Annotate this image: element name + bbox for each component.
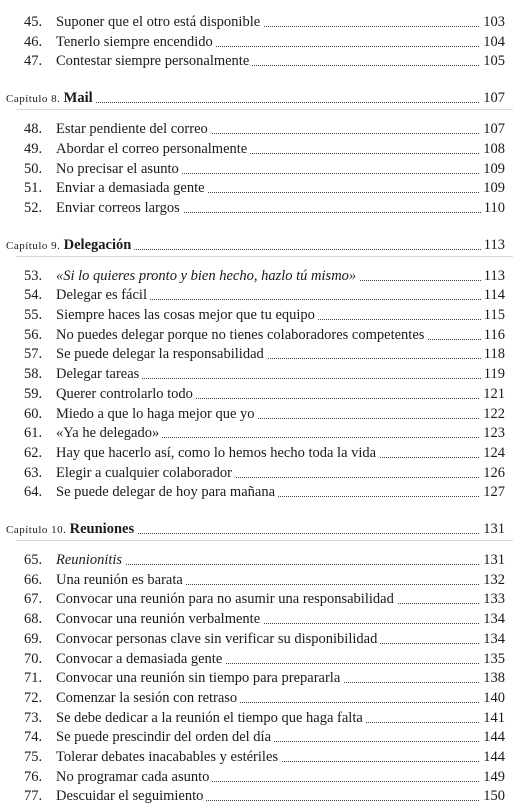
toc-entry[interactable]: [0, 404, 529, 424]
page-number: 114: [481, 285, 505, 305]
toc-entry[interactable]: [0, 708, 529, 728]
page-number: 115: [481, 305, 505, 325]
toc-entry[interactable]: [0, 198, 529, 218]
chapter-label: [6, 235, 134, 256]
toc-entry[interactable]: [0, 649, 529, 669]
page-number: 109: [480, 178, 505, 198]
toc-entry[interactable]: [0, 178, 529, 198]
toc-entry[interactable]: [0, 747, 529, 767]
page-number: 107: [480, 119, 505, 139]
page-number: 105: [480, 51, 505, 71]
entry-number: 76.: [24, 768, 43, 785]
page-number: 103: [480, 12, 505, 32]
entry-title: Hay que hacerlo así, como lo hemos hecho toda la vida: [56, 443, 379, 463]
entry-title: Enviar a demasiada gente: [56, 178, 208, 198]
entry-number: 52.: [24, 199, 43, 216]
entry-number: 61.: [24, 425, 43, 442]
entry-title: Se puede prescindir del orden del día: [56, 727, 274, 747]
page-number: 104: [480, 32, 505, 52]
toc-entry[interactable]: [0, 589, 529, 609]
toc-entry[interactable]: [0, 443, 529, 463]
entry-number: 73.: [24, 709, 43, 726]
entry-title: Convocar a demasiada gente: [56, 649, 225, 669]
page-number: 140: [480, 688, 505, 708]
entry-title: Convocar una reunión para no asumir una responsabilidad: [56, 589, 397, 609]
chapter-heading: [0, 235, 529, 255]
entry-number: 63.: [24, 464, 43, 481]
chapter-number: Capítulo 9.: [6, 239, 64, 252]
entry-title: Se debe dedicar a la reunión el tiempo que haga falta: [56, 708, 366, 728]
entry-number: 67.: [24, 591, 43, 608]
entry-number: 51.: [24, 180, 43, 197]
toc-entry[interactable]: [0, 570, 529, 590]
entry-title: Contestar siempre personalmente: [56, 51, 252, 71]
entry-title: Tolerar debates inacabables y estériles: [56, 747, 281, 767]
toc-entry[interactable]: [0, 668, 529, 688]
page-number: 138: [480, 668, 505, 688]
entry-number: 49.: [24, 140, 43, 157]
toc-entry[interactable]: [0, 482, 529, 502]
chapter-heading: [0, 519, 529, 539]
chapter-heading: [0, 88, 529, 108]
entry-number: 74.: [24, 729, 43, 746]
page-number: 113: [481, 266, 505, 286]
entry-title: «Ya he delegado»: [56, 423, 162, 443]
entry-number: 68.: [24, 611, 43, 628]
toc-entry[interactable]: [0, 119, 529, 139]
toc-entry[interactable]: [0, 305, 529, 325]
page-number: 113: [481, 235, 505, 255]
toc-entry[interactable]: [0, 629, 529, 649]
page-number: 144: [480, 727, 505, 747]
entry-number: 46.: [24, 33, 43, 50]
entry-number: 72.: [24, 689, 43, 706]
page-number: 141: [480, 708, 505, 728]
page-number: 124: [480, 443, 505, 463]
entry-number: 75.: [24, 749, 43, 765]
entry-title: Convocar personas clave sin verificar su disponibilidad: [56, 629, 380, 649]
page-number: 132: [480, 570, 505, 590]
toc-entry[interactable]: [0, 344, 529, 364]
entry-title: No programar cada asunto: [56, 767, 212, 787]
entry-title: «Si lo quieres pronto y bien hecho, hazlo tú mismo»: [56, 266, 359, 286]
entry-title: Una reunión es barata: [56, 570, 186, 590]
entry-number: 47.: [24, 53, 43, 70]
entry-title: Siempre haces las cosas mejor que tu equipo: [56, 305, 318, 325]
toc-entry[interactable]: [0, 384, 529, 404]
chapter-number: Capítulo 8.: [6, 93, 64, 106]
toc-entry[interactable]: [0, 285, 529, 305]
toc-entry[interactable]: [0, 32, 529, 52]
toc-entry[interactable]: [0, 266, 529, 286]
toc-entry[interactable]: [0, 786, 529, 806]
chapter-label: [6, 88, 96, 109]
page-number: 135: [480, 649, 505, 669]
toc-entry[interactable]: [0, 325, 529, 345]
page-number: 150: [480, 786, 505, 806]
entry-number: 69.: [24, 630, 43, 647]
chapter-title: Mail: [63, 90, 93, 107]
entry-title: Abordar el correo personalmente: [56, 139, 250, 159]
page-number: 134: [480, 609, 505, 629]
page-number: 122: [480, 404, 505, 424]
entry-title: Querer controlarlo todo: [56, 384, 196, 404]
entry-number: 77.: [24, 788, 43, 805]
entry-title: Suponer que el otro está disponible: [56, 12, 263, 32]
toc-entry[interactable]: [0, 12, 529, 32]
entry-number: 57.: [24, 346, 43, 363]
entry-title: Se puede delegar la responsabilidad: [56, 344, 267, 364]
entry-title: Delegar tareas: [56, 364, 142, 384]
entry-title: No puedes delegar porque no tienes colaboradores competentes: [56, 325, 427, 345]
entry-number: 45.: [24, 14, 43, 30]
page-number: 126: [480, 463, 505, 483]
toc-entry[interactable]: [0, 688, 529, 708]
divider: [16, 540, 513, 541]
page-number: 107: [480, 88, 505, 108]
entry-title: Estar pendiente del correo: [56, 119, 211, 139]
page-number: 109: [480, 159, 505, 179]
entry-title: Miedo a que lo haga mejor que yo: [56, 404, 258, 424]
entry-title: Descuidar el seguimiento: [56, 786, 206, 806]
entry-title: Delegar es fácil: [56, 285, 150, 305]
entry-title: Enviar correos largos: [56, 198, 183, 218]
page-number: 110: [481, 198, 505, 218]
entry-title: Se puede delegar de hoy para mañana: [56, 482, 278, 502]
chapter-title: Delegación: [63, 236, 132, 253]
page-number: 116: [481, 325, 505, 345]
toc-entry[interactable]: [0, 139, 529, 159]
entry-number: 53.: [24, 267, 43, 284]
toc-entry[interactable]: [0, 463, 529, 483]
entry-number: 55.: [24, 307, 43, 323]
page-number: 119: [481, 364, 505, 384]
chapter-number: Capítulo 10.: [6, 524, 70, 536]
entry-number: 54.: [24, 287, 43, 304]
entry-title: Comenzar la sesión con retraso: [56, 688, 240, 708]
entry-number: 70.: [24, 650, 43, 667]
entry-number: 60.: [24, 405, 43, 422]
entry-number: 71.: [24, 670, 43, 687]
toc-entry[interactable]: [0, 51, 529, 71]
entry-number: 64.: [24, 484, 43, 501]
entry-title: Convocar una reunión verbalmente: [56, 609, 263, 629]
page-number: 108: [480, 139, 505, 159]
divider: [16, 109, 513, 110]
entry-number: 62.: [24, 444, 43, 461]
toc-entry[interactable]: [0, 727, 529, 747]
entry-number: 66.: [24, 571, 43, 588]
chapter-title: Reuniones: [69, 521, 135, 537]
page-number: 149: [480, 767, 505, 787]
toc-entry[interactable]: [0, 767, 529, 787]
page-number: 131: [480, 550, 505, 570]
page-number: 121: [480, 384, 505, 404]
page-number: 123: [480, 423, 505, 443]
toc-entry[interactable]: [0, 364, 529, 384]
page-number: 134: [480, 629, 505, 649]
entry-title: Reunionitis: [56, 550, 125, 570]
toc-entry[interactable]: [0, 550, 529, 570]
entry-number: 50.: [24, 160, 43, 177]
entry-title: Convocar una reunión sin tiempo para prepararla: [56, 668, 343, 688]
entry-number: 59.: [24, 385, 43, 402]
page-number: 144: [480, 747, 505, 767]
chapter-label: [6, 519, 137, 540]
toc-entry[interactable]: [0, 159, 529, 179]
entry-number: 56.: [24, 326, 43, 343]
toc-entry[interactable]: [0, 423, 529, 443]
toc-entry[interactable]: [0, 609, 529, 629]
page-number: 133: [480, 589, 505, 609]
entry-title: No precisar el asunto: [56, 159, 182, 179]
entry-number: 65.: [24, 552, 43, 568]
entry-number: 48.: [24, 121, 43, 138]
page-number: 118: [481, 344, 505, 364]
page-number: 131: [480, 519, 505, 539]
divider: [16, 256, 513, 257]
entry-title: Tenerlo siempre encendido: [56, 32, 216, 52]
entry-number: 58.: [24, 366, 43, 383]
entry-title: Elegir a cualquier colaborador: [56, 463, 235, 483]
page-number: 127: [480, 482, 505, 502]
